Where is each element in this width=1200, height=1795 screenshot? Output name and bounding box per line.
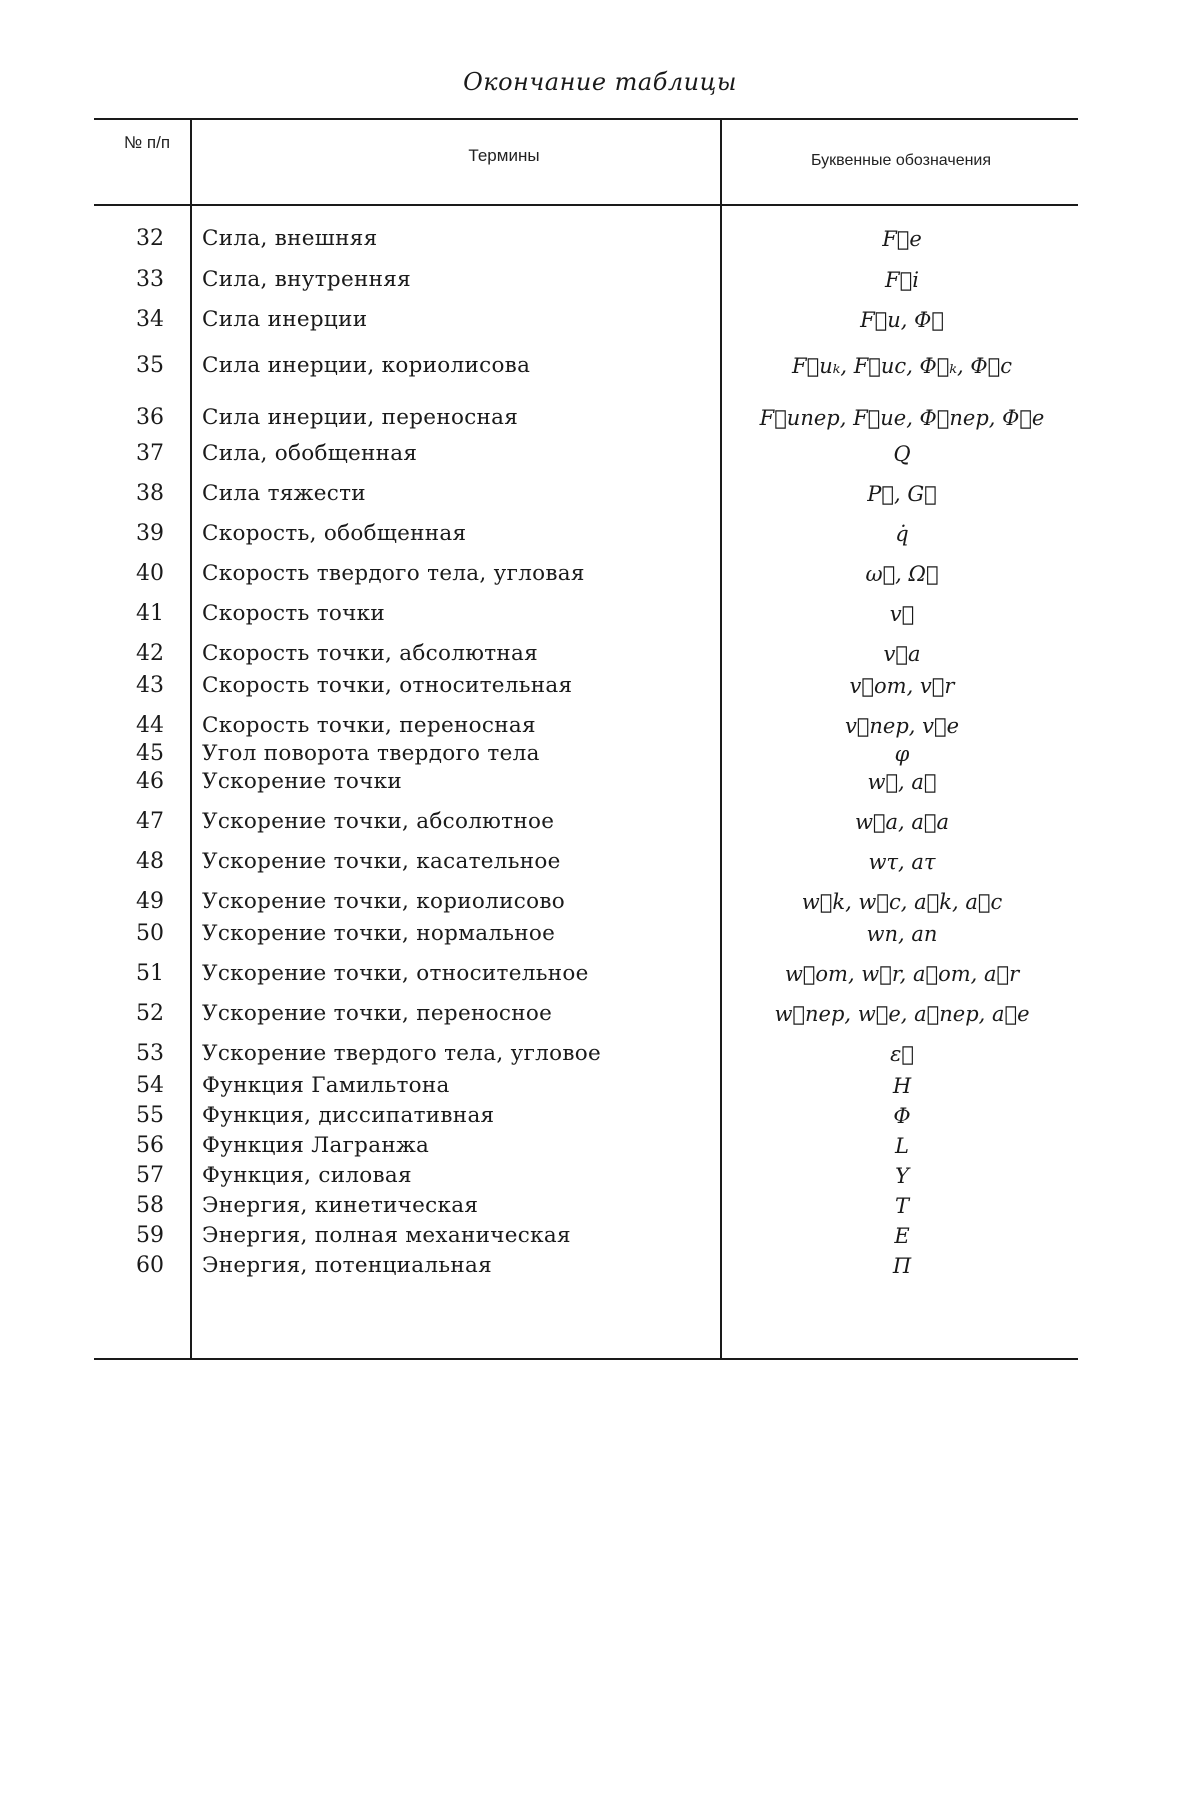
row-symbol: w⃗, a⃗ [867, 770, 937, 794]
row-number: 50 [136, 921, 164, 946]
row-term: Сила инерции, кориолисова [202, 353, 531, 378]
row-symbol: F⃗e [882, 227, 922, 251]
row-number: 44 [136, 713, 164, 738]
row-term: Сила инерции, переносная [202, 405, 519, 430]
row-symbol: w⃗от, w⃗r, a⃗от, a⃗r [784, 962, 1020, 986]
row-number: 49 [136, 889, 164, 914]
row-symbol: wn, an [866, 922, 938, 946]
row-symbol: П [892, 1254, 912, 1278]
table-row [104, 638, 1078, 670]
row-number: 57 [136, 1163, 164, 1188]
table-row [104, 1038, 1078, 1070]
header-rule [94, 204, 1078, 206]
row-term: Энергия, потенциальная [202, 1253, 492, 1278]
row-symbol: F⃗i [885, 268, 919, 292]
row-symbol: w⃗a, a⃗a [854, 810, 950, 834]
row-symbol: ω⃗, Ω⃗ [865, 562, 939, 586]
row-number: 32 [136, 226, 164, 251]
row-symbol: w⃗k, w⃗c, a⃗k, a⃗c [801, 890, 1003, 914]
table-row [104, 478, 1078, 510]
table-row [104, 958, 1078, 990]
row-term: Ускорение точки, касательное [202, 849, 561, 874]
row-symbol: v⃗пер, v⃗e [844, 714, 960, 738]
table-row [104, 846, 1078, 878]
row-number: 53 [136, 1041, 164, 1066]
row-number: 33 [136, 267, 164, 292]
row-term: Сила инерции [202, 307, 368, 332]
row-number: 46 [136, 769, 164, 794]
row-symbol: ε⃗ [890, 1042, 914, 1066]
row-term: Ускорение точки, кориолисово [202, 889, 565, 914]
row-term: Скорость точки, относительная [202, 673, 573, 698]
table-row [104, 1130, 1078, 1162]
row-symbol: F⃗иₖ, F⃗иc, Φ⃗ₖ, Φ⃗c [792, 354, 1012, 378]
table-row [104, 806, 1078, 838]
table-row [104, 223, 1078, 255]
table-row [104, 304, 1078, 336]
table-row [104, 1160, 1078, 1192]
row-term: Энергия, кинетическая [202, 1193, 479, 1218]
row-term: Сила тяжести [202, 481, 366, 506]
row-term: Сила, обобщенная [202, 441, 418, 466]
row-symbol: L [895, 1134, 909, 1158]
table-row [104, 264, 1078, 296]
row-number: 36 [136, 405, 164, 430]
table-row [104, 438, 1078, 470]
row-number: 58 [136, 1193, 164, 1218]
table-row [104, 402, 1078, 434]
row-symbol: q̇ [895, 522, 909, 546]
row-symbol: v⃗ [889, 602, 915, 626]
table-row [104, 886, 1078, 918]
row-term: Сила, внешняя [202, 226, 378, 251]
row-number: 34 [136, 307, 164, 332]
page-title: Окончание таблицы [463, 68, 737, 96]
row-number: 39 [136, 521, 164, 546]
row-term: Ускорение точки [202, 769, 402, 794]
row-number: 51 [136, 961, 164, 986]
row-number: 52 [136, 1001, 164, 1026]
table-row [104, 998, 1078, 1030]
row-symbol: Q [893, 442, 911, 466]
bottom-rule [94, 1358, 1078, 1360]
row-symbol: F⃗и, Φ⃗ [860, 308, 944, 332]
row-symbol: φ [894, 742, 910, 766]
row-term: Ускорение твердого тела, угловое [202, 1041, 602, 1066]
row-number: 54 [136, 1073, 164, 1098]
table-row [104, 1070, 1078, 1102]
row-number: 59 [136, 1223, 164, 1248]
row-symbol: P⃗, G⃗ [867, 482, 937, 506]
row-symbol: F⃗ипер, F⃗иe, Φ⃗пер, Φ⃗e [759, 406, 1045, 430]
row-term: Скорость твердого тела, угловая [202, 561, 585, 586]
row-number: 47 [136, 809, 164, 834]
row-number: 37 [136, 441, 164, 466]
row-term: Ускорение точки, переносное [202, 1001, 553, 1026]
row-term: Функция Гамильтона [202, 1073, 450, 1098]
row-term: Ускорение точки, абсолютное [202, 809, 555, 834]
row-symbol: Φ [893, 1104, 911, 1128]
row-symbol: w⃗пер, w⃗e, a⃗пер, a⃗e [774, 1002, 1030, 1026]
table-row [104, 918, 1078, 950]
row-number: 56 [136, 1133, 164, 1158]
row-term: Энергия, полная механическая [202, 1223, 571, 1248]
row-number: 45 [136, 741, 164, 766]
row-symbol: H [892, 1074, 912, 1098]
row-symbol: wτ, aτ [868, 850, 936, 874]
header-number: № п/п [123, 133, 171, 152]
row-term: Скорость точки, переносная [202, 713, 536, 738]
row-term: Скорость, обобщенная [202, 521, 467, 546]
row-number: 55 [136, 1103, 164, 1128]
row-term: Функция Лагранжа [202, 1133, 430, 1158]
top-rule [94, 118, 1078, 120]
header-symbols: Буквенные обозначения [810, 152, 992, 169]
row-symbol: v⃗от, v⃗r [849, 674, 955, 698]
table-row [104, 670, 1078, 702]
table-row [104, 1250, 1078, 1282]
row-term: Угол поворота твердого тела [202, 741, 540, 766]
row-number: 35 [136, 353, 164, 378]
row-number: 43 [136, 673, 164, 698]
row-symbol: Y [895, 1164, 909, 1188]
table-row [104, 1190, 1078, 1222]
table-row [104, 518, 1078, 550]
header-terms: Термины [468, 146, 540, 165]
row-term: Скорость точки, абсолютная [202, 641, 539, 666]
row-term: Сила, внутренняя [202, 267, 411, 292]
row-number: 40 [136, 561, 164, 586]
row-symbol: v⃗a [883, 642, 921, 666]
row-symbol: E [894, 1224, 910, 1248]
table-row [104, 558, 1078, 590]
row-number: 48 [136, 849, 164, 874]
row-number: 41 [136, 601, 164, 626]
row-term: Ускорение точки, относительное [202, 961, 589, 986]
row-number: 38 [136, 481, 164, 506]
row-term: Функция, диссипативная [202, 1103, 495, 1128]
table-row [104, 766, 1078, 798]
row-term: Функция, силовая [202, 1163, 412, 1188]
table-row [104, 350, 1078, 382]
row-number: 42 [136, 641, 164, 666]
row-term: Скорость точки [202, 601, 386, 626]
table-row [104, 598, 1078, 630]
table-row [104, 1100, 1078, 1132]
table-row [104, 1220, 1078, 1252]
row-term: Ускорение точки, нормальное [202, 921, 556, 946]
row-symbol: T [894, 1194, 909, 1218]
row-number: 60 [136, 1253, 164, 1278]
